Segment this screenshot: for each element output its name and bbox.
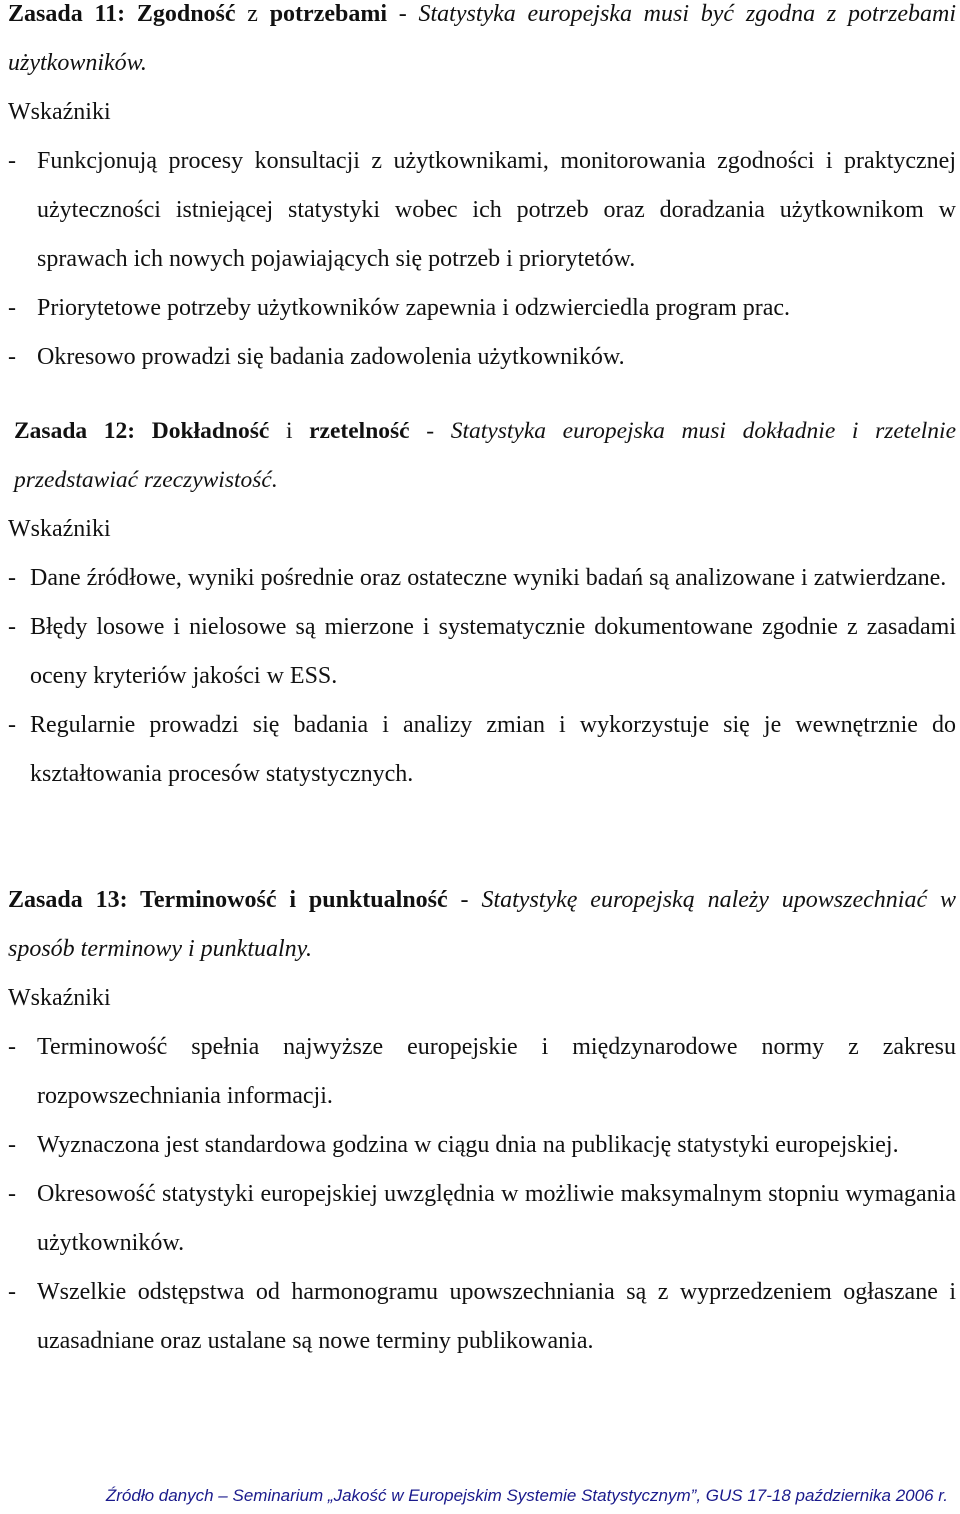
list-item: - Okresowo prowadzi się badania zadowolenia użytkowników. (8, 344, 625, 370)
principle-11-title-rest: potrzebami (269, 1, 387, 27)
principle-13-indicator-list (8, 1023, 956, 1366)
principle-12-body (8, 505, 956, 799)
principle-11-title-connector: z (235, 1, 270, 27)
principle-12-indicators-label: Wskaźniki (8, 516, 111, 542)
principle-11-indicators-label: Wskaźniki (8, 99, 111, 125)
list-item: - Terminowość spełnia najwyższe europejskie i międzynarodowe normy z zakresu rozpowszechniania informacji. (8, 1034, 956, 1109)
principle-11-indicator-list (8, 137, 956, 382)
principle-11-separator: - (387, 1, 419, 27)
principle-12-indicator-list (8, 554, 956, 799)
source-footer: Źródło danych – Seminarium „Jakość w Europejskim Systemie Statystycznym”, GUS 17-18 października 2006 r. (105, 1486, 948, 1505)
principle-12-description: Statystyka europejska musi dokładnie i rzetelnie przedstawiać rzeczywistość. (14, 418, 956, 493)
principle-13-separator: - (447, 887, 482, 913)
principle-11-title: Zasada 11: Zgodność (8, 1, 236, 27)
principle-12-title-rest: rzetelność (309, 418, 410, 444)
list-item: - Okresowość statystyki europejskiej uwzględnia w możliwie maksymalnym stopniu wymagania użytkowników. (8, 1181, 956, 1256)
principle-12-separator: - (409, 418, 451, 444)
list-item: - Priorytetowe potrzeby użytkowników zapewnia i odzwierciedla program prac. (8, 295, 791, 321)
principle-13-heading (8, 876, 956, 974)
principle-12-heading (14, 407, 956, 505)
list-item: - Dane źródłowe, wyniki pośrednie oraz ostateczne wyniki badań są analizowane i zatwierdzane. (8, 565, 947, 591)
list-item: - Regularnie prowadzi się badania i analizy zmian i wykorzystuje się je wewnętrznie do kształtowania procesów statystycznych. (8, 712, 956, 787)
principle-13-section (8, 876, 956, 1366)
principle-11-section (8, 0, 956, 382)
principle-13-title: Zasada 13: Terminowość i punktualność (8, 887, 448, 913)
principle-11-description: Statystyka europejska musi być zgodna z potrzebami użytkowników. (8, 1, 956, 76)
principle-13-indicators-label: Wskaźniki (8, 985, 111, 1011)
list-item: - Wyznaczona jest standardowa godzina w ciągu dnia na publikację statystyki europejskiej. (8, 1132, 899, 1158)
principle-11-heading (8, 0, 956, 88)
principle-12-section (14, 407, 956, 505)
principle-12-title: Zasada 12: Dokładność (14, 418, 270, 444)
list-item: - Błędy losowe i nielosowe są mierzone i systematycznie dokumentowane zgodnie z zasadami oceny kryteriów jakości w ESS. (8, 614, 956, 689)
list-item: - Funkcjonują procesy konsultacji z użytkownikami, monitorowania zgodności i praktycznej użyteczności istniejącej statystyki wobec ich potrzeb oraz doradzania użytkownikom w sprawach ich nowych pojawiających się potrzeb i priorytetów. (8, 148, 956, 272)
list-item: - Wszelkie odstępstwa od harmonogramu upowszechniania są z wyprzedzeniem ogłaszane i uzasadniane oraz ustalane są nowe terminy publikowania. (8, 1279, 956, 1354)
principle-13-description: Statystykę europejską należy upowszechniać w sposób terminowy i punktualny. (8, 887, 957, 962)
principle-12-title-connector: i (269, 418, 310, 444)
